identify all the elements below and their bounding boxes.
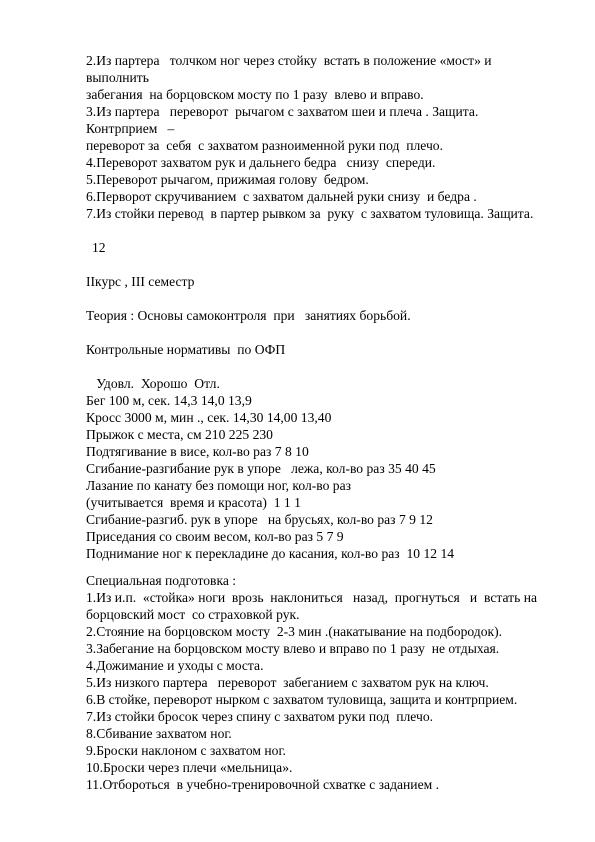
technique-line: переворот за себя с захватом разноименной руки под плечо.	[86, 138, 444, 153]
special-training-line: 10.Броски через плечи «мельница».	[86, 760, 293, 775]
technique-line: выполнить	[86, 70, 149, 85]
standards-row: Подтягивание в висе, кол-во раз 7 8 10	[86, 444, 309, 459]
special-training-line: 5.Из низкого партера переворот забеганием с захватом рук на ключ.	[86, 675, 489, 690]
standards-list	[86, 375, 556, 562]
course-heading: IIкурс , III семестр	[86, 274, 195, 289]
special-training-list	[86, 589, 556, 793]
standards-title: Контрольные нормативы по ОФП	[86, 342, 286, 357]
special-training-line: 11.Отбороться в учебно-тренировочной схватке с заданием .	[86, 777, 440, 792]
technique-line: 7.Из стойки перевод в партер рывком за руку с захватом туловища. Защита.	[86, 206, 534, 221]
special-training-line: 1.Из и.п. «стойка» ноги врозь наклониться назад, прогнуться и встать на	[86, 590, 538, 605]
special-training-line: 6.В стойке, переворот нырком с захватом туловища, защита и контрприем.	[86, 692, 518, 707]
theory-heading: Теория : Основы самоконтроля при занятиях борьбой.	[86, 308, 411, 323]
technique-line: 5.Переворот рычагом, прижимая голову бедром.	[86, 172, 369, 187]
standards-row: Сгибание-разгибание рук в упоре лежа, кол-во раз 35 40 45	[86, 461, 436, 476]
document-page	[86, 52, 556, 793]
technique-line: 4.Переворот захватом рук и дальнего бедра снизу спереди.	[86, 155, 436, 170]
special-training-line: 2.Стояние на борцовском мосту 2-3 мин .(накатывание на подбородок).	[86, 624, 503, 639]
special-training-line: 9.Броски наклоном с захватом ног.	[86, 743, 286, 758]
techniques-list	[86, 52, 556, 222]
special-training-line: 8.Сбивание захватом ног.	[86, 726, 232, 741]
special-training-line: 4.Дожимание и уходы с моста.	[86, 658, 264, 673]
special-training-line: 7.Из стойки бросок через спину с захватом руки под плечо.	[86, 709, 434, 724]
standards-row: Прыжок с места, см 210 225 230	[86, 427, 273, 442]
technique-line: 2.Из партера толчком ног через стойку встать в положение «мост» и	[86, 53, 492, 68]
technique-line: 6.Перворот скручиванием с захватом дальней руки снизу и бедра .	[86, 189, 477, 204]
special-training-line: 3.Забегание на борцовском мосту влево и вправо по 1 разу не отдыхая.	[86, 641, 500, 656]
standards-row: (учитывается время и красота) 1 1 1	[86, 495, 301, 510]
special-training-line: борцовский мост со страховкой рук.	[86, 607, 300, 622]
technique-line: Контрприем –	[86, 121, 175, 136]
standards-row: Сгибание-разгиб. рук в упоре на брусьях, кол-во раз 7 9 12	[86, 512, 433, 527]
technique-line: 3.Из партера переворот рычагом с захватом шеи и плеча . Защита.	[86, 104, 479, 119]
standards-row: Лазание по канату без помощи ног, кол-во раз	[86, 478, 351, 493]
standards-header-row: Удовл. Хорошо Отл.	[86, 376, 220, 391]
page-number: 12	[92, 240, 106, 255]
standards-row: Поднимание ног к перекладине до касания, кол-во раз 10 12 14	[86, 546, 455, 561]
standards-row: Кросс 3000 м, мин ., сек. 14,30 14,00 13,40	[86, 410, 332, 425]
standards-row: Приседания со своим весом, кол-во раз 5 7 9	[86, 529, 344, 544]
technique-line: забегания на борцовском мосту по 1 разу влево и вправо.	[86, 87, 424, 102]
standards-row: Бег 100 м, сек. 14,3 14,0 13,9	[86, 393, 252, 408]
special-training-title: Специальная подготовка :	[86, 573, 237, 588]
